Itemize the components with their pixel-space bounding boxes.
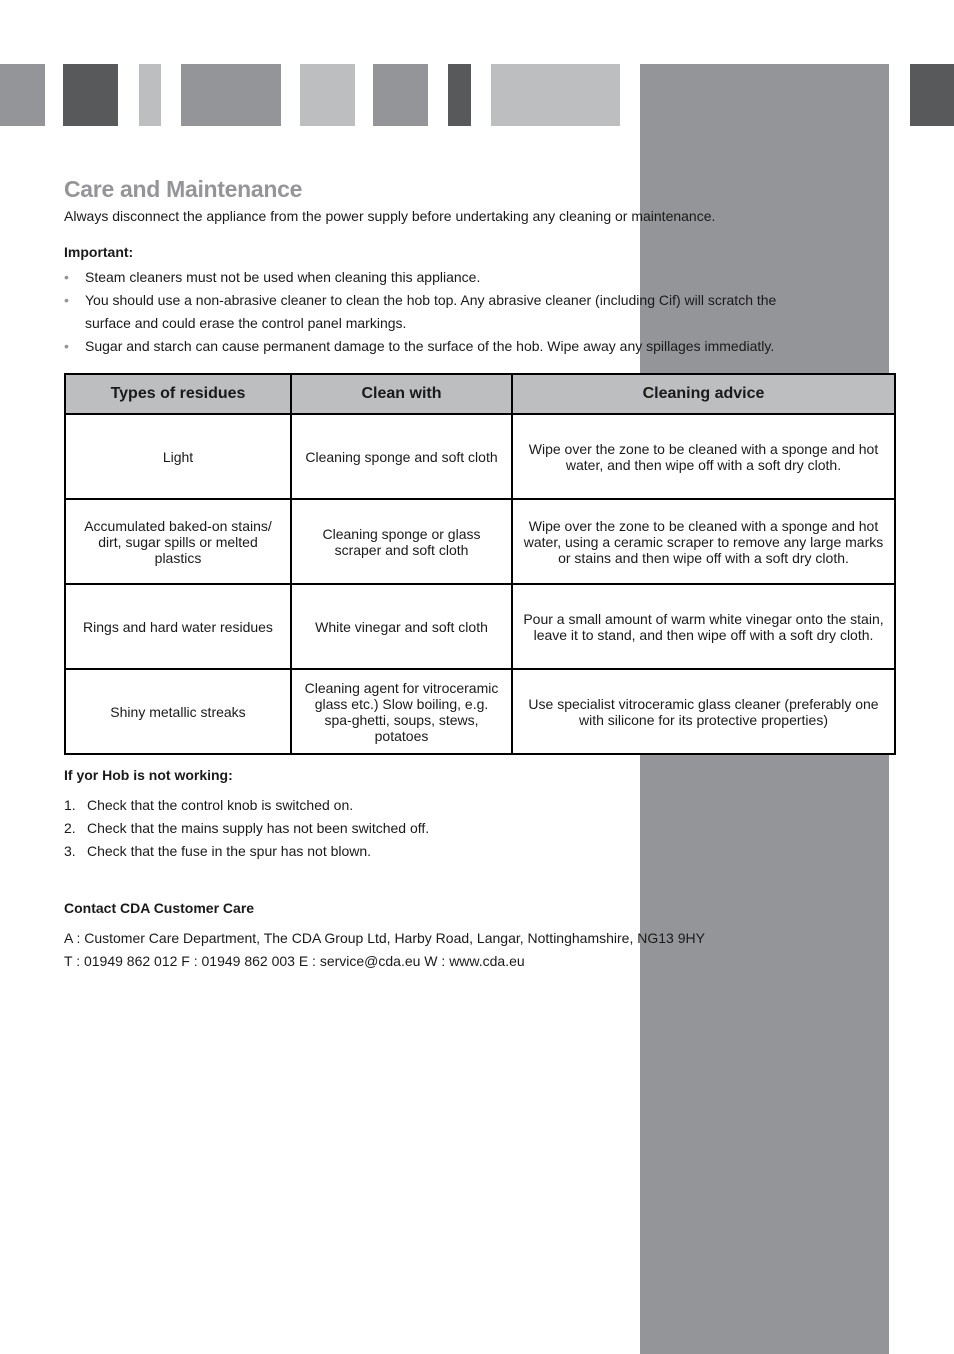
contact-heading: Contact CDA Customer Care: [64, 900, 255, 916]
header-block: [300, 64, 355, 126]
header-block: [491, 64, 620, 126]
important-list: [64, 266, 824, 358]
intro-text: Always disconnect the appliance from the power supply before undertaking any cleaning or maintenance.: [64, 208, 716, 224]
bullet-icon: •: [64, 269, 69, 285]
clean-with-cell: White vinegar and soft cloth: [291, 584, 512, 669]
page-title: Care and Maintenance: [64, 176, 303, 202]
list-item: 2. Check that the mains supply has not been switched off.: [64, 820, 430, 836]
list-item: 1. Check that the control knob is switched on.: [64, 797, 354, 813]
column-header-clean-with: Clean with: [291, 374, 512, 414]
list-item: 3. Check that the fuse in the spur has not blown.: [64, 843, 372, 859]
troubleshooting-list: [64, 794, 429, 863]
advice-cell: Wipe over the zone to be cleaned with a sponge and hot water, using a ceramic scraper to remove any large marks or stains and then wipe off with a soft dry cloth.: [512, 499, 895, 584]
table-row: [65, 414, 895, 499]
table-row: [65, 669, 895, 754]
important-label: Important:: [64, 244, 134, 260]
clean-with-cell: Cleaning sponge and soft cloth: [291, 414, 512, 499]
clean-with-cell: Cleaning agent for vitroceramic glass etc.) Slow boiling, e.g. spa-ghetti, soups, stews, potatoes: [291, 669, 512, 754]
cleaning-table: [64, 373, 896, 755]
header-block: [139, 64, 161, 126]
header-block: [181, 64, 281, 126]
advice-cell: Wipe over the zone to be cleaned with a sponge and hot water, and then wipe off with a soft dry cloth.: [512, 414, 895, 499]
header-block: [448, 64, 471, 126]
troubleshooting-heading: If yor Hob is not working:: [64, 767, 233, 783]
residue-type-cell: Light: [65, 414, 291, 499]
residue-type-cell: Rings and hard water residues: [65, 584, 291, 669]
column-header-advice: Cleaning advice: [512, 374, 895, 414]
contact-details: [64, 927, 705, 973]
contact-address: A : Customer Care Department, The CDA Group Ltd, Harby Road, Langar, Nottinghamshire, NG13 9HY: [64, 930, 705, 946]
list-item: • You should use a non-abrasive cleaner to clean the hob top. Any abrasive cleaner (including Cif) will scratch the surface and could erase the control panel markings.: [64, 289, 824, 335]
table-row: [65, 584, 895, 669]
header-block: [63, 64, 118, 126]
header-block: [373, 64, 428, 126]
column-header-residues: Types of residues: [65, 374, 291, 414]
residue-type-cell: Shiny metallic streaks: [65, 669, 291, 754]
bullet-icon: •: [64, 292, 69, 308]
advice-cell: Use specialist vitroceramic glass cleaner (preferably one with silicone for its protective properties): [512, 669, 895, 754]
advice-cell: Pour a small amount of warm white vinegar onto the stain, leave it to stand, and then wipe off with a soft dry cloth.: [512, 584, 895, 669]
contact-phones: T : 01949 862 012 F : 01949 862 003 E : service@cda.eu W : www.cda.eu: [64, 953, 525, 969]
residue-type-cell: Accumulated baked-on stains/ dirt, sugar spills or melted plastics: [65, 499, 291, 584]
clean-with-cell: Cleaning sponge or glass scraper and soft cloth: [291, 499, 512, 584]
list-item: • Steam cleaners must not be used when cleaning this appliance.: [64, 266, 824, 289]
header-block: [910, 64, 954, 126]
table-header-row: [65, 374, 895, 414]
bullet-icon: •: [64, 338, 69, 354]
header-block: [0, 64, 45, 126]
table-row: [65, 499, 895, 584]
list-item: • Sugar and starch can cause permanent damage to the surface of the hob. Wipe away any spillages immediatly.: [64, 335, 824, 358]
